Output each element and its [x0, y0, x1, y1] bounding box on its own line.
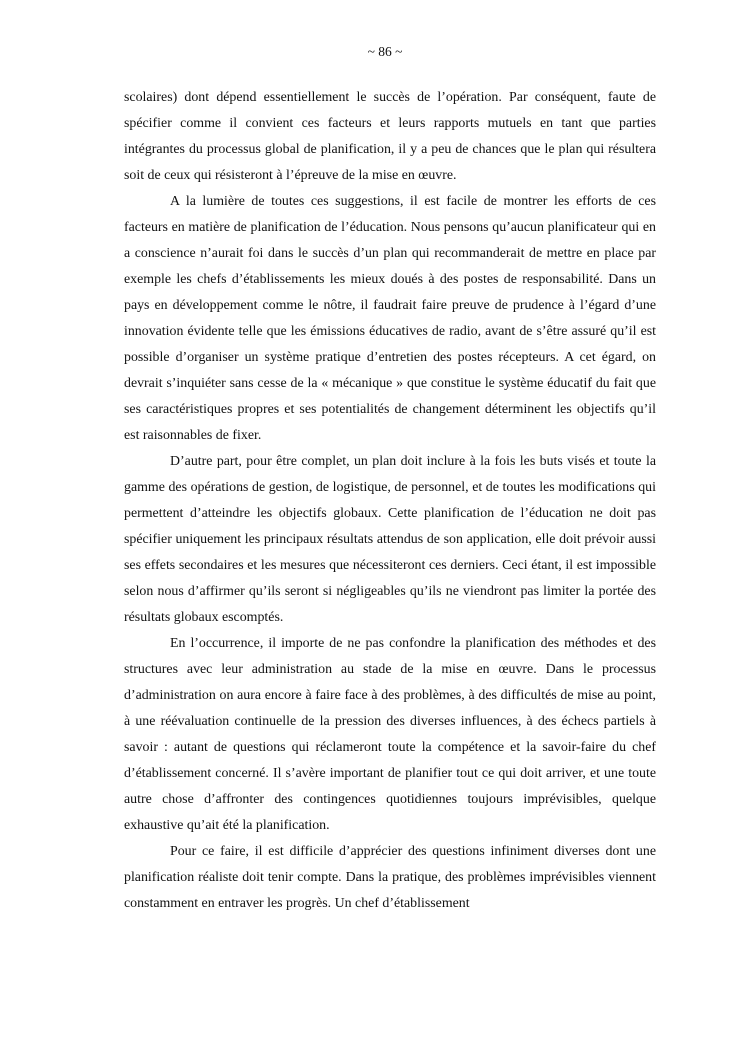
paragraph: A la lumière de toutes ces suggestions, il est facile de montrer les efforts de ces facteurs en matière de planification de l’éducation. Nous pensons qu’aucun planificateur qui en a conscience n’aurait foi dans le succès d’un plan qui recommanderait de mettre en place par exemple les chefs d’établissements les mieux doués à des postes de responsabilité. Dans un pays en développement comme le nôtre, il faudrait faire preuve de prudence à l’égard d’une innovation évidente telle que les émissions éducatives de radio, avant de s’être assuré qu’il est possible d’organiser un système pratique d’entretien des postes récepteurs. A cet égard, on devrait s’inquiéter sans cesse de la « mécanique » que constitue le système éducatif du fait que ses caractéristiques propres et ses potentialités de changement déterminent les objectifs qu’il est raisonnables de fixer.	[124, 194, 656, 443]
paragraph-continuation: scolaires) dont dépend essentiellement le succès de l’opération. Par conséquent, faute de spécifier comme il convient ces facteurs et leurs rapports mutuels en tant que parties intégrantes du processus global de planification, il y a peu de chances que le plan qui résultera soit de ceux qui résisteront à l’épreuve de la mise en œuvre.	[124, 90, 656, 183]
paragraph: D’autre part, pour être complet, un plan doit inclure à la fois les buts visés et toute la gamme des opérations de gestion, de logistique, de personnel, et de toutes les modifications qui permettent d’atteindre les objectifs globaux. Cette planification de l’éducation ne doit pas spécifier uniquement les principaux résultats attendus de son application, elle doit prévoir aussi ses effets secondaires et les mesures que nécessiteront ces derniers. Ceci étant, il est impossible selon nous d’affirmer qu’ils seront si négligeables qu’ils ne viendront pas limiter la portée des résultats globaux escomptés.	[124, 454, 656, 625]
paragraph: En l’occurrence, il importe de ne pas confondre la planification des méthodes et des structures avec leur administration au stade de la mise en œuvre. Dans le processus d’administration on aura encore à faire face à des problèmes, à des difficultés de mise au point, à une réévaluation continuelle de la pression des diverses influences, à des échecs partiels à savoir : autant de questions qui réclameront toute la compétence et la savoir-faire du chef d’établissement concerné. Il s’avère important de planifier tout ce qui doit arriver, et une toute autre chose d’affronter des contingences quotidiennes toujours imprévisibles, quelque exhaustive qu’ait été la planification.	[124, 636, 656, 833]
paragraph: Pour ce faire, il est difficile d’apprécier des questions infiniment diverses dont une planification réaliste doit tenir compte. Dans la pratique, des problèmes imprévisibles viennent constamment en entraver les progrès. Un chef d’établissement	[124, 844, 656, 911]
body-text	[124, 85, 656, 917]
page-number: ~ 86 ~	[367, 44, 403, 59]
